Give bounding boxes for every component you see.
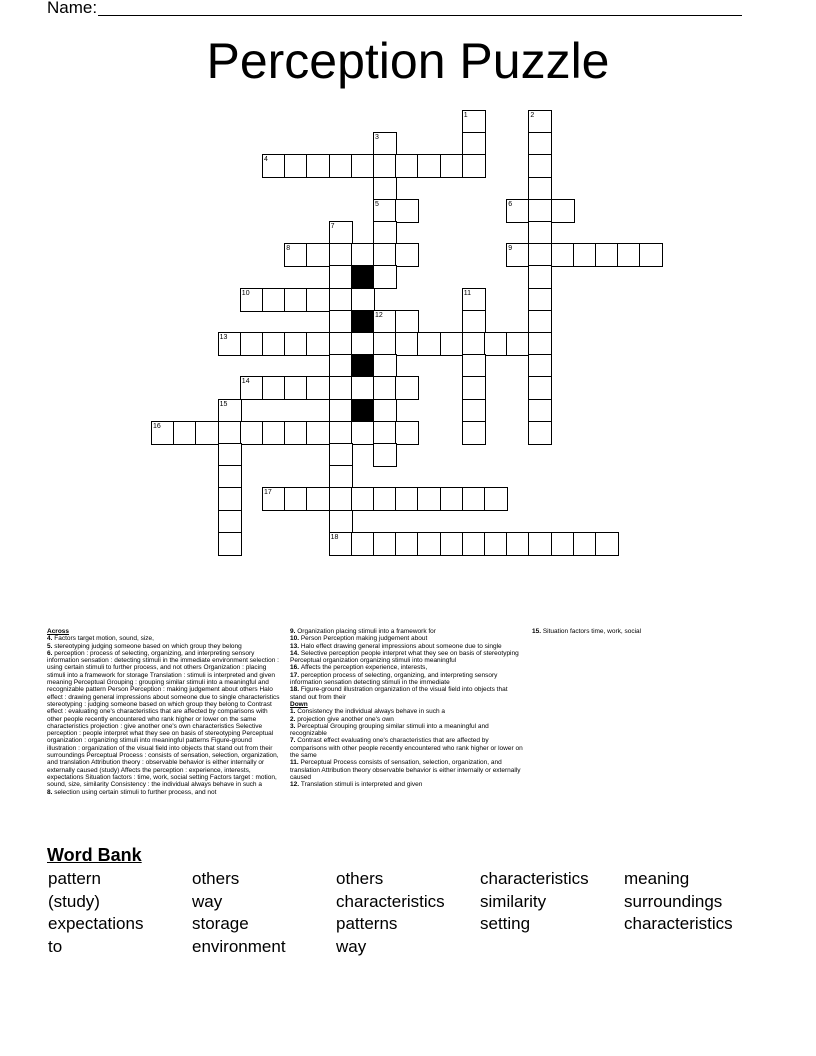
- grid-block: [351, 354, 375, 378]
- grid-cell[interactable]: [551, 532, 575, 556]
- grid-cell[interactable]: [218, 421, 242, 445]
- grid-cell[interactable]: [551, 199, 575, 223]
- word-bank-item: similarity: [480, 891, 547, 911]
- clue-column-1: [47, 628, 282, 796]
- grid-cell[interactable]: [484, 532, 508, 556]
- grid-cell[interactable]: [284, 154, 308, 178]
- grid-cell[interactable]: [395, 199, 419, 223]
- clue-text: Selective perception people interpret what they see on basis of stereotyping Perceptual organization organizing stimuli into meaningful: [290, 649, 519, 665]
- grid-cell[interactable]: [462, 487, 486, 511]
- grid-cell[interactable]: [551, 243, 575, 267]
- clue-item: [290, 686, 525, 701]
- clue-text: projection give another one's own: [297, 715, 394, 723]
- clue-text: Consistency the individual always behave in such a: [297, 708, 446, 716]
- grid-block: [351, 310, 375, 334]
- grid-cell[interactable]: [395, 532, 419, 556]
- clue-item: [47, 643, 282, 650]
- grid-cell[interactable]: [373, 532, 397, 556]
- clue-number: 1.: [290, 708, 298, 716]
- grid-cell[interactable]: [373, 265, 397, 289]
- grid-cell[interactable]: [595, 532, 619, 556]
- clue-item: [290, 781, 525, 788]
- grid-cell[interactable]: [329, 399, 353, 423]
- clue-number: 15: [219, 400, 228, 408]
- grid-cell[interactable]: [573, 243, 597, 267]
- grid-cell[interactable]: [373, 487, 397, 511]
- grid-cell[interactable]: [373, 243, 397, 267]
- clue-number: 7.: [290, 737, 298, 745]
- grid-cell[interactable]: [528, 376, 552, 400]
- grid-cell[interactable]: [528, 399, 552, 423]
- clue-number: 4.: [47, 635, 55, 643]
- grid-cell[interactable]: [306, 288, 330, 312]
- word-bank-item: setting: [480, 914, 531, 934]
- clue-number: 9.: [290, 628, 298, 635]
- grid-cell[interactable]: [373, 399, 397, 423]
- clue-text: Halo effect drawing general impressions about someone due to single: [300, 642, 502, 650]
- clue-number: 11.: [290, 759, 301, 767]
- name-label: Name:: [47, 0, 98, 17]
- clue-item: [290, 716, 525, 723]
- down-heading: Down: [290, 700, 308, 708]
- clue-item: [290, 759, 525, 781]
- grid-cell[interactable]: [506, 332, 530, 356]
- clue-number: 7: [330, 223, 335, 230]
- grid-cell[interactable]: [284, 421, 308, 445]
- grid-cell[interactable]: [262, 332, 286, 356]
- grid-cell[interactable]: [639, 243, 663, 267]
- clue-item: [290, 664, 525, 671]
- grid-cell[interactable]: [306, 332, 330, 356]
- clue-number: 9: [508, 245, 513, 253]
- clue-number: 14: [241, 378, 250, 386]
- grid-cell[interactable]: [240, 421, 264, 445]
- grid-cell[interactable]: [218, 510, 242, 534]
- grid-cell[interactable]: [528, 288, 552, 312]
- clue-item: [290, 628, 525, 635]
- clue-column-3: [532, 628, 767, 635]
- clue-number: 8.: [47, 788, 55, 796]
- grid-cell[interactable]: [373, 332, 397, 356]
- clue-text: Situation factors time, work, social: [542, 628, 642, 635]
- clue-column-2: [290, 628, 525, 789]
- grid-cell[interactable]: [329, 465, 353, 489]
- grid-cell[interactable]: [528, 221, 552, 245]
- grid-cell[interactable]: [284, 376, 308, 400]
- grid-cell[interactable]: [462, 154, 486, 178]
- grid-block: [351, 265, 375, 289]
- clue-item: [47, 635, 282, 642]
- grid-cell[interactable]: [306, 243, 330, 267]
- clue-text: Translation stimuli is interpreted and given: [300, 781, 423, 789]
- word-bank-item: others: [336, 869, 384, 888]
- grid-cell[interactable]: [351, 154, 375, 178]
- clue-number: 3: [375, 134, 379, 142]
- grid-cell[interactable]: [329, 487, 353, 511]
- clue-item: [290, 723, 525, 738]
- grid-cell[interactable]: [440, 154, 464, 178]
- grid-cell[interactable]: [528, 154, 552, 178]
- word-bank-item: pattern: [48, 869, 101, 888]
- grid-cell[interactable]: [440, 332, 464, 356]
- word-bank-item: characteristics: [480, 869, 589, 888]
- grid-cell[interactable]: [395, 376, 419, 400]
- grid-cell[interactable]: [462, 332, 486, 356]
- grid-cell[interactable]: [528, 199, 552, 223]
- grid-cell[interactable]: [395, 332, 419, 356]
- grid-cell[interactable]: [462, 310, 486, 334]
- grid-cell[interactable]: [373, 376, 397, 400]
- clue-item: [290, 643, 525, 650]
- grid-cell[interactable]: [462, 132, 486, 156]
- grid-cell[interactable]: [417, 532, 441, 556]
- grid-cell[interactable]: [440, 487, 464, 511]
- grid-cell[interactable]: [373, 177, 397, 201]
- grid-cell[interactable]: [395, 154, 419, 178]
- grid-cell[interactable]: [351, 243, 375, 267]
- grid-cell[interactable]: [306, 421, 330, 445]
- clue-text: perception process of selecting, organizing, and interpreting sensory information sensation detecting stimuli in the immediate: [290, 671, 498, 687]
- grid-cell[interactable]: [484, 332, 508, 356]
- clue-text: Person Perception making judgement about: [300, 635, 428, 643]
- grid-cell[interactable]: [528, 310, 552, 334]
- word-bank-item: expectations: [48, 914, 144, 934]
- grid-cell[interactable]: [240, 332, 264, 356]
- grid-cell[interactable]: [462, 421, 486, 445]
- clue-text: Affects the perception experience, interests,: [300, 664, 428, 672]
- clue-number: 16.: [290, 664, 301, 672]
- grid-cell[interactable]: [417, 332, 441, 356]
- grid-cell[interactable]: [462, 399, 486, 423]
- grid-cell[interactable]: [395, 421, 419, 445]
- clue-item: [290, 737, 525, 759]
- grid-cell[interactable]: [351, 288, 375, 312]
- clue-number: 17.: [290, 671, 301, 679]
- grid-cell[interactable]: [528, 132, 552, 156]
- grid-cell[interactable]: [351, 487, 375, 511]
- grid-cell[interactable]: [173, 421, 197, 445]
- grid-cell[interactable]: [440, 532, 464, 556]
- grid-cell[interactable]: [462, 532, 486, 556]
- clue-text: Contrast effect evaluating one's characteristics that are affected by comparisons with other people recently encountered who rank higher or lower on the same: [290, 737, 523, 760]
- clue-number: 18: [330, 533, 339, 541]
- grid-cell[interactable]: [373, 443, 397, 467]
- grid-block: [351, 399, 375, 423]
- grid-cell[interactable]: [373, 354, 397, 378]
- clue-number: 6: [508, 200, 513, 208]
- clue-item: [290, 708, 525, 715]
- grid-cell[interactable]: [395, 310, 419, 334]
- grid-cell[interactable]: [262, 421, 286, 445]
- grid-cell[interactable]: [351, 376, 375, 400]
- clue-item: [290, 672, 525, 687]
- grid-cell[interactable]: [617, 243, 641, 267]
- clue-number: 6.: [47, 649, 55, 657]
- word-bank-item: (study): [48, 891, 100, 911]
- clue-number: 10: [241, 289, 250, 297]
- grid-cell[interactable]: [528, 354, 552, 378]
- grid-cell[interactable]: [329, 510, 353, 534]
- clue-number: 3.: [290, 722, 298, 730]
- word-bank-item: way: [192, 891, 223, 911]
- grid-cell[interactable]: [284, 332, 308, 356]
- clue-text: Figure-ground illustration organization of the visual field into objects that stand out from their: [290, 686, 508, 701]
- grid-cell[interactable]: [484, 487, 508, 511]
- clue-number: 15.: [532, 628, 543, 635]
- grid-cell[interactable]: [528, 177, 552, 201]
- grid-cell[interactable]: [462, 354, 486, 378]
- grid-cell[interactable]: [329, 376, 353, 400]
- clue-item: [290, 650, 525, 665]
- word-bank-title: Word Bank: [47, 845, 142, 865]
- word-bank-item: patterns: [336, 914, 398, 934]
- clue-number: 1: [463, 112, 468, 119]
- word-bank-item: others: [192, 869, 240, 888]
- grid-cell[interactable]: [351, 332, 375, 356]
- grid-cell[interactable]: [306, 487, 330, 511]
- grid-cell[interactable]: [528, 265, 552, 289]
- word-bank-item: surroundings: [624, 891, 723, 911]
- grid-cell[interactable]: [528, 332, 552, 356]
- grid-cell[interactable]: [218, 532, 242, 556]
- grid-cell[interactable]: [329, 310, 353, 334]
- page-title: Perception Puzzle: [206, 33, 610, 89]
- grid-cell[interactable]: [262, 376, 286, 400]
- grid-cell[interactable]: [373, 421, 397, 445]
- clue-item: [47, 650, 282, 789]
- grid-cell[interactable]: [262, 288, 286, 312]
- grid-cell[interactable]: [528, 421, 552, 445]
- grid-cell[interactable]: [395, 487, 419, 511]
- clue-text: Organization placing stimuli into a framework for: [297, 628, 436, 635]
- word-bank-item: to: [48, 937, 63, 957]
- word-bank-item: characteristics: [336, 891, 445, 911]
- word-bank-item: characteristics: [624, 914, 733, 934]
- clue-item: [532, 628, 767, 635]
- grid-cell[interactable]: [218, 443, 242, 467]
- grid-cell[interactable]: [329, 332, 353, 356]
- clue-number: 11: [463, 289, 472, 297]
- grid-cell[interactable]: [395, 243, 419, 267]
- grid-cell[interactable]: [351, 532, 375, 556]
- clue-number: 4: [264, 156, 268, 164]
- word-bank-item: environment: [192, 937, 286, 957]
- grid-cell[interactable]: [373, 221, 397, 245]
- clue-number: 8: [286, 245, 291, 253]
- grid-cell[interactable]: [329, 265, 353, 289]
- grid-cell[interactable]: [329, 154, 353, 178]
- grid-cell[interactable]: [417, 154, 441, 178]
- clue-text: Perceptual Grouping grouping similar stimuli into a meaningful and recognizable: [290, 722, 489, 738]
- clue-number: 2: [530, 112, 535, 119]
- clue-number: 13.: [290, 642, 301, 650]
- grid-cell[interactable]: [195, 421, 219, 445]
- clue-text: Factors target motion, sound, size,: [54, 635, 154, 643]
- word-bank-item: meaning: [624, 869, 690, 888]
- grid-cell[interactable]: [329, 421, 353, 445]
- clue-number: 5: [375, 200, 379, 208]
- clue-number: 17: [264, 489, 272, 497]
- clue-text: perception : process of selecting, organizing, and interpreting sensory information sensation : detecting stimuli in the immediate environment selection : using certain stimuli to further process, and not others Organization : placing stimuli into a framework for storage Translation : stimuli is interpreted and given meaning Perceptual Grouping : grouping similar stimuli into a meaningful and recognizable pattern Person Perception : making judgement about others Halo effect : drawing general impressions about someone due to single characteristics stereotyping : judging someone based on which group they belong to Contrast effect : evaluating one's characteristics that are affected by comparisons with other people recently encountered who rank higher or lower on the same characteristics projection : give another one's own characteristics Selective perception : people interpret what they see on basis of stereotyping Perceptual organization : organizing stimuli into meaningful patterns Figure-ground illustration : organization of the visual field into objects that stand out from their surroundings Perceptual Process : consists of sensation, selection, organization, and translation Attribution theory : observable behavior is either internally or externally caused (study) Affects the perception : experience, interests, expectations Situation factors : time, work, social setting Factors target : motion, sound, size, similarity Consistency : the individual always behave in such a: [47, 649, 280, 789]
- grid-cell[interactable]: [373, 154, 397, 178]
- clue-text: stereotyping judging someone based on which group they belong: [54, 642, 242, 650]
- grid-cell[interactable]: [573, 532, 597, 556]
- clue-text: selection using certain stimuli to further process, and not: [54, 788, 217, 796]
- clue-item: [47, 789, 282, 796]
- grid-cell[interactable]: [417, 487, 441, 511]
- grid-cell[interactable]: [329, 443, 353, 467]
- grid-cell[interactable]: [306, 376, 330, 400]
- clue-number: 14.: [290, 649, 301, 657]
- grid-cell[interactable]: [528, 243, 552, 267]
- clue-number: 2.: [290, 715, 298, 723]
- grid-cell[interactable]: [329, 354, 353, 378]
- clue-number: 10.: [290, 635, 301, 643]
- word-bank-item: way: [336, 937, 367, 957]
- grid-cell[interactable]: [506, 532, 530, 556]
- grid-cell[interactable]: [351, 421, 375, 445]
- clue-number: 16: [153, 422, 161, 430]
- grid-cell[interactable]: [329, 243, 353, 267]
- grid-cell[interactable]: [595, 243, 619, 267]
- grid-cell[interactable]: [329, 288, 353, 312]
- grid-cell[interactable]: [284, 487, 308, 511]
- word-bank-item: storage: [192, 914, 249, 934]
- clue-number: 12: [375, 311, 383, 319]
- across-heading: Across: [47, 628, 70, 635]
- grid-cell[interactable]: [284, 288, 308, 312]
- grid-cell[interactable]: [218, 487, 242, 511]
- grid-cell[interactable]: [528, 532, 552, 556]
- clue-text: Perceptual Process consists of sensation, selection, organization, and translation Attribution theory observable behavior is either internally or externally caused: [290, 759, 521, 781]
- clue-item: [290, 635, 525, 642]
- clue-number: 13: [219, 334, 228, 341]
- clue-number: 12.: [290, 781, 301, 789]
- clue-number: 18.: [290, 686, 301, 694]
- grid-cell[interactable]: [218, 465, 242, 489]
- clue-number: 5.: [47, 642, 55, 650]
- grid-cell[interactable]: [462, 376, 486, 400]
- grid-cell[interactable]: [306, 154, 330, 178]
